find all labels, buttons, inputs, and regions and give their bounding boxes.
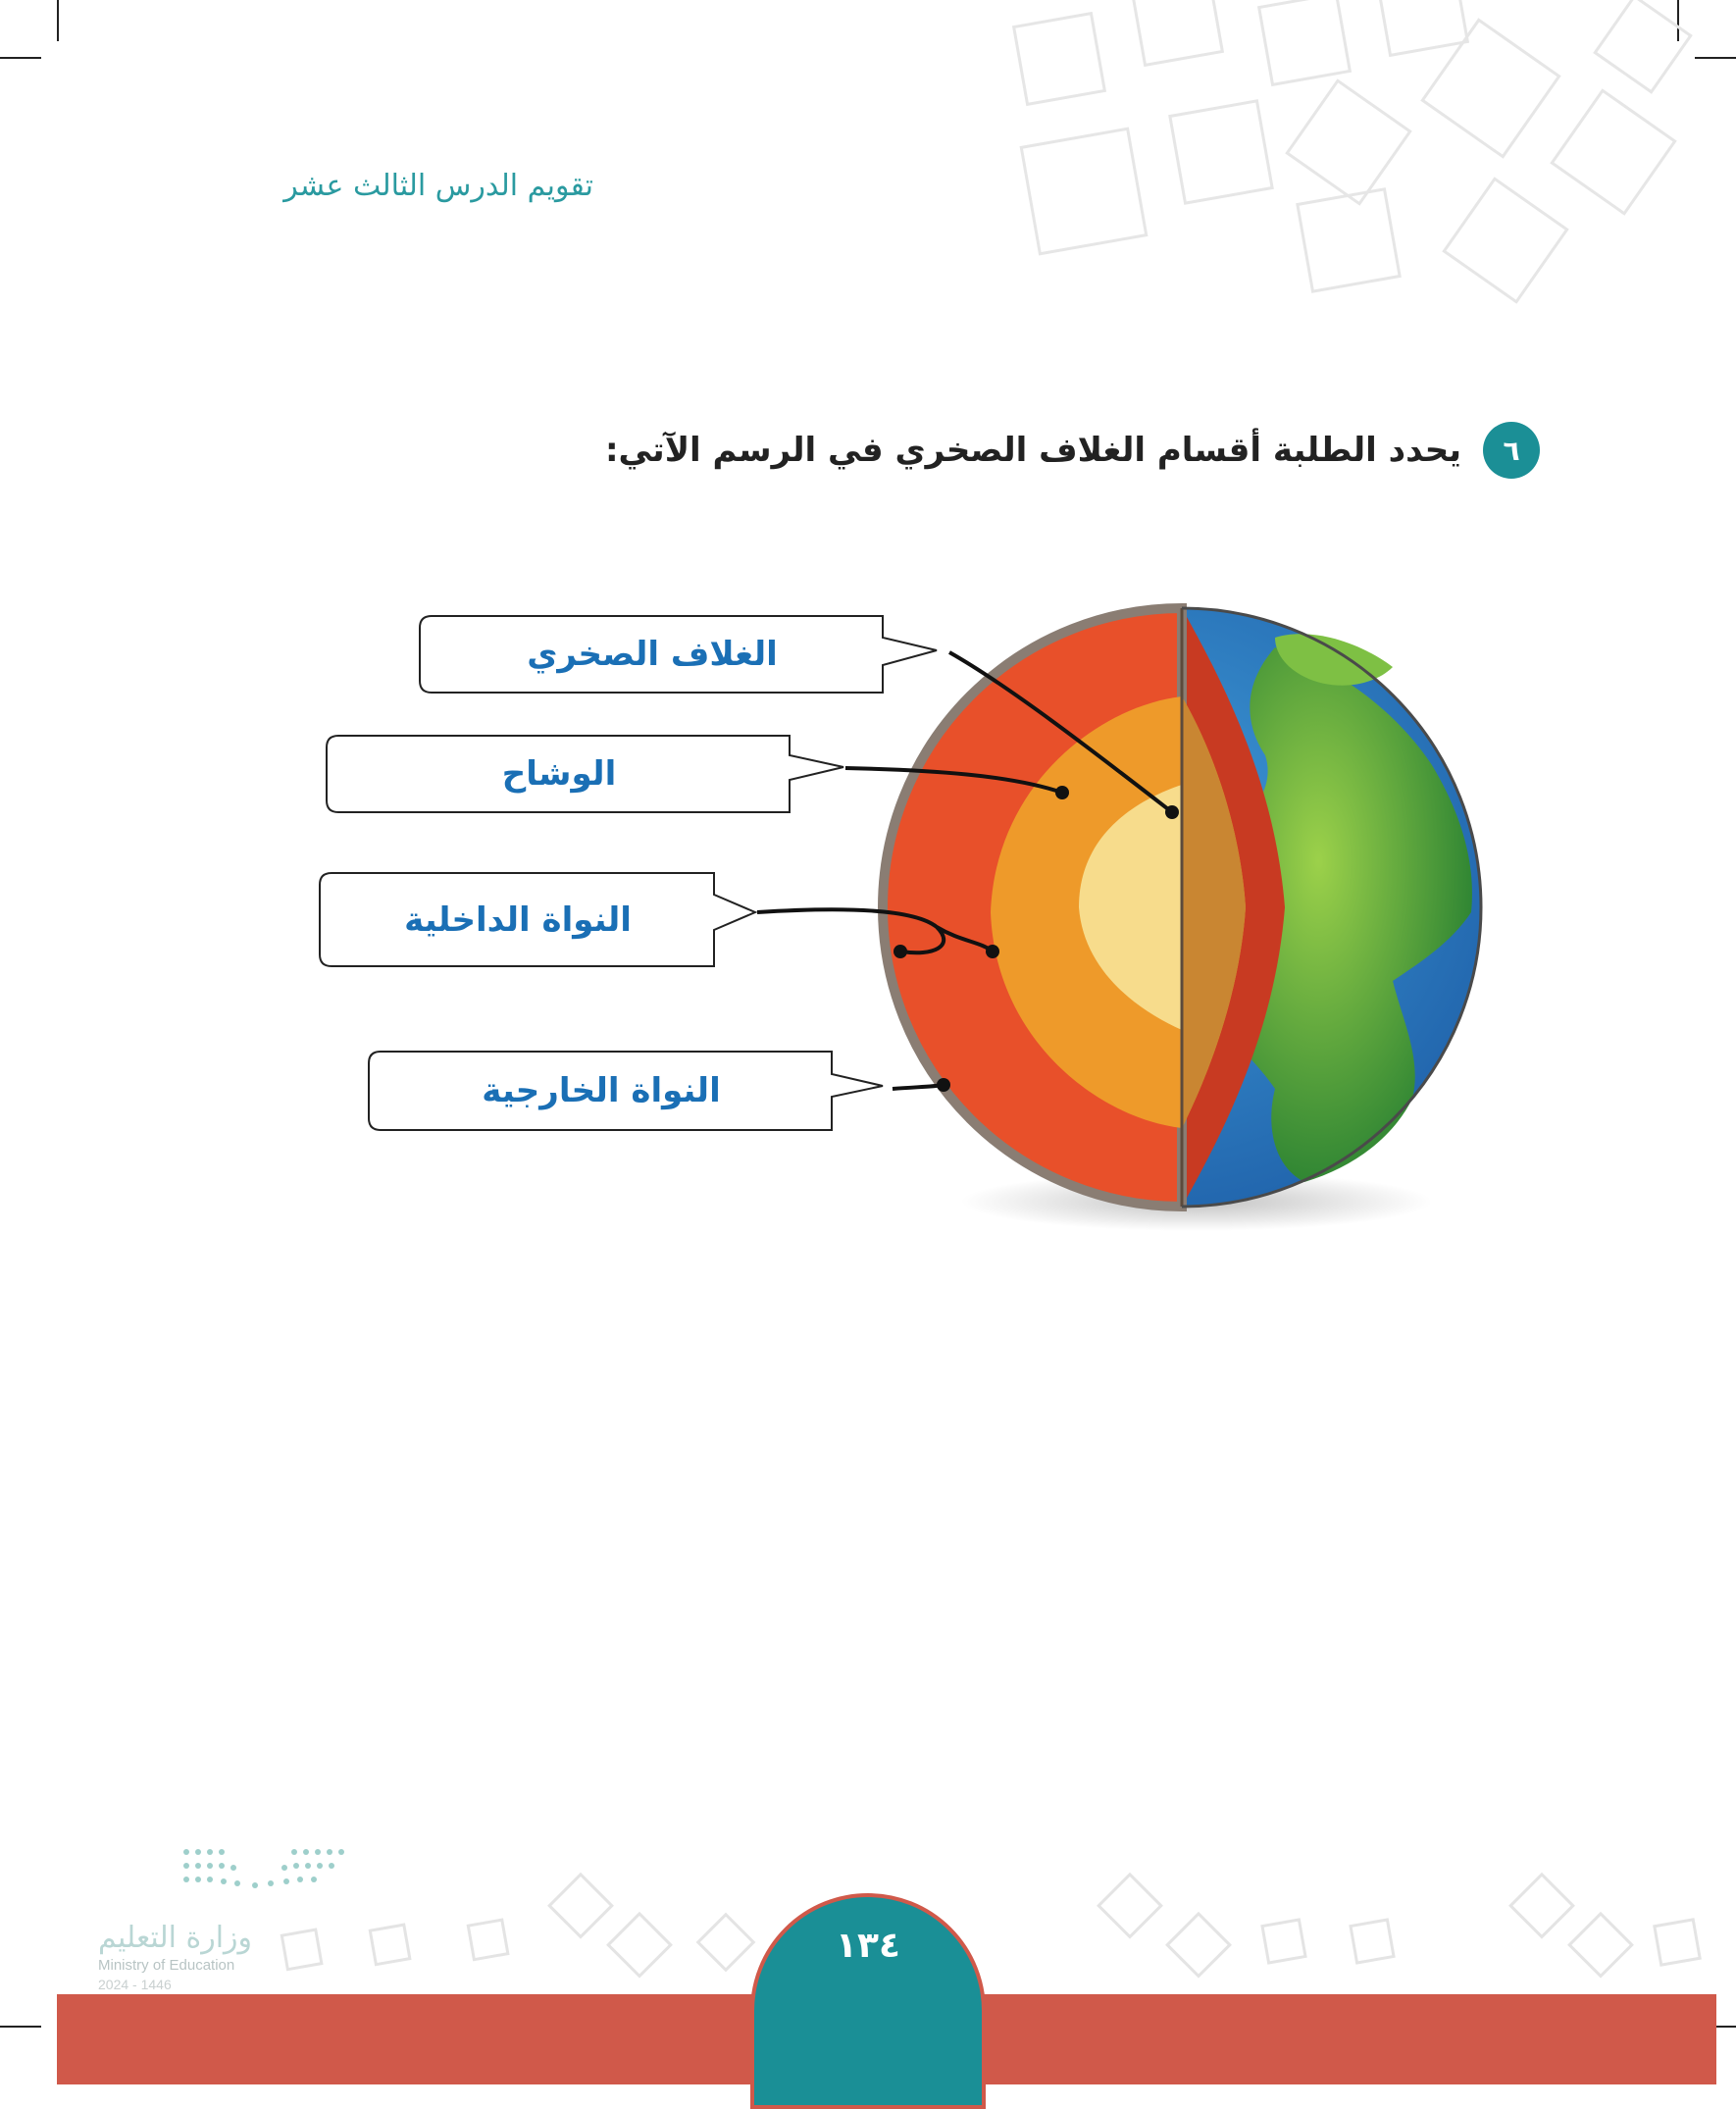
question	[605, 422, 1540, 479]
dot-mantle	[1055, 786, 1069, 799]
page-number: ١٣٤	[836, 1926, 900, 1966]
crop-mark	[57, 0, 59, 41]
dot-inner-core-b	[986, 945, 999, 958]
question-text: يحدد الطلبة أقسام الغلاف الصخري في الرسم الآتي:	[604, 431, 1461, 470]
dot-crust	[1165, 805, 1179, 819]
question-number-badge: ٦	[1483, 422, 1540, 479]
ministry-name-english: Ministry of Education	[98, 1957, 235, 1974]
label-mantle: الوشاح	[501, 754, 617, 794]
section-title: تقويم الدرس الثالث عشر	[283, 169, 593, 203]
dot-outer-core	[937, 1078, 950, 1092]
label-outer-core: النواة الخارجية	[482, 1071, 721, 1110]
crop-mark	[0, 2026, 41, 2028]
ministry-logo-dots	[177, 1844, 353, 1898]
decorative-pattern	[981, 0, 1736, 343]
label-inner-core: النواة الداخلية	[404, 900, 632, 940]
crop-mark	[0, 57, 41, 59]
ministry-name-arabic: وزارة التعليم	[98, 1921, 253, 1955]
ministry-year: 2024 - 1446	[98, 1977, 172, 1992]
label-crust: الغلاف الصخري	[527, 635, 778, 674]
pointer-outer-core	[893, 1085, 944, 1089]
dot-inner-core-a	[894, 945, 907, 958]
